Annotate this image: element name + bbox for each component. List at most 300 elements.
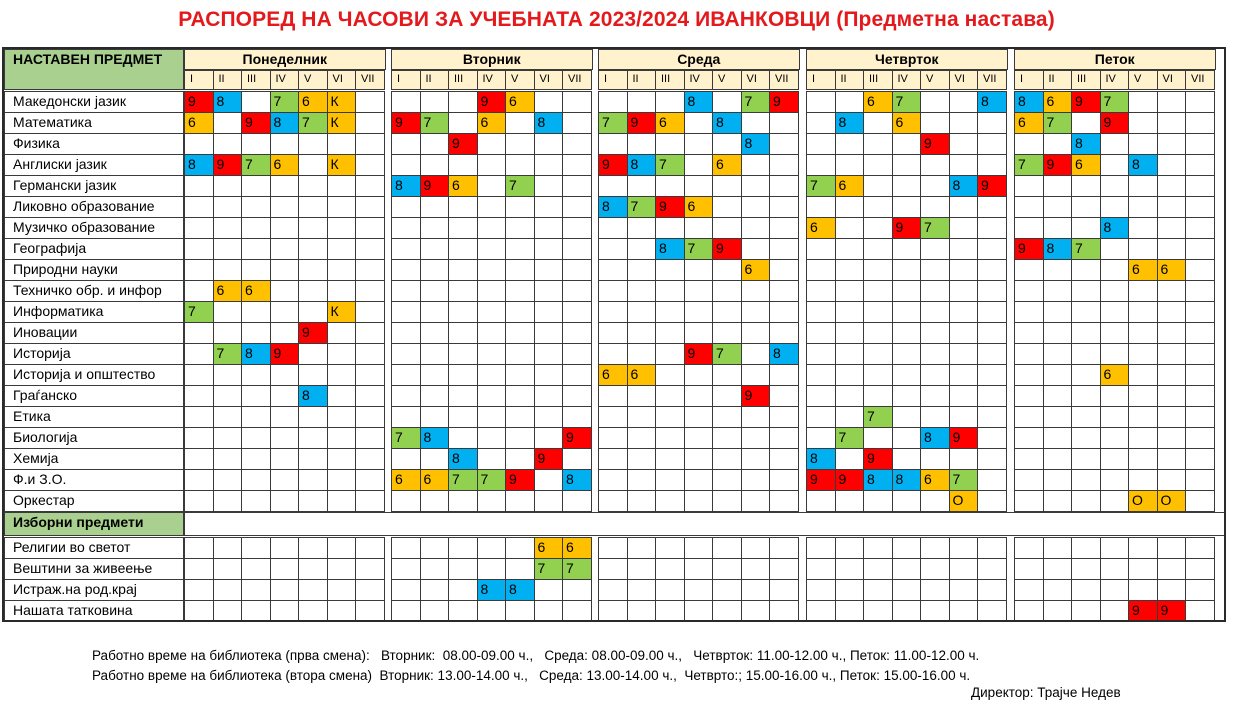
timetable-cell	[505, 322, 535, 344]
elective-cell	[477, 558, 507, 580]
timetable-cell	[562, 91, 592, 113]
timetable-cell: 8	[420, 427, 450, 449]
elective-cell	[598, 558, 628, 580]
timetable-cell	[1014, 385, 1044, 407]
timetable-cell	[1157, 364, 1187, 386]
timetable-cell	[448, 217, 478, 239]
elective-cell	[355, 579, 385, 601]
timetable-cell	[562, 238, 592, 260]
day-header: Среда	[598, 49, 800, 70]
timetable-cell	[1185, 196, 1215, 218]
elective-cell	[298, 558, 328, 580]
elective-cell	[270, 579, 300, 601]
timetable-cell: 7	[505, 175, 535, 197]
timetable-cell: 9	[184, 91, 214, 113]
timetable-cell	[213, 133, 243, 155]
timetable-cell	[1071, 343, 1101, 365]
timetable-cell	[327, 175, 357, 197]
elective-cell	[949, 600, 979, 622]
timetable-cell: 7	[1043, 112, 1073, 134]
elective-cell: 7	[562, 558, 592, 580]
elective-cell	[655, 558, 685, 580]
timetable-cell	[184, 385, 214, 407]
timetable-cell	[598, 133, 628, 155]
timetable-cell	[184, 448, 214, 470]
timetable-cell	[1185, 301, 1215, 323]
timetable-cell	[184, 343, 214, 365]
timetable-cell	[355, 301, 385, 323]
timetable-cell: 8	[534, 112, 564, 134]
timetable-cell	[977, 238, 1007, 260]
timetable-cell	[684, 406, 714, 428]
timetable-cell	[477, 448, 507, 470]
timetable-cell: 9	[977, 175, 1007, 197]
elective-cell	[505, 537, 535, 559]
timetable-cell: 6	[712, 154, 742, 176]
timetable-cell	[534, 133, 564, 155]
elective-cell	[241, 600, 271, 622]
timetable-cell	[477, 301, 507, 323]
timetable-cell: 7	[270, 91, 300, 113]
timetable-cell	[949, 385, 979, 407]
timetable-cell	[562, 322, 592, 344]
timetable-cell	[270, 406, 300, 428]
timetable-cell: К	[327, 91, 357, 113]
elective-cell	[627, 537, 657, 559]
timetable-cell	[835, 196, 865, 218]
timetable-cell: 8	[298, 385, 328, 407]
timetable-cell	[355, 91, 385, 113]
timetable-cell: 9	[241, 112, 271, 134]
timetable-cell	[1100, 490, 1130, 512]
elective-cell: 8	[505, 579, 535, 601]
timetable-cell	[213, 259, 243, 281]
subject-name: Математика	[4, 112, 184, 134]
timetable-cell: 9	[949, 427, 979, 449]
elective-cell	[505, 558, 535, 580]
period-header: IV	[684, 70, 714, 90]
timetable-cell	[684, 385, 714, 407]
timetable-cell	[270, 133, 300, 155]
timetable-cell	[1157, 343, 1187, 365]
timetable-cell: 9	[391, 112, 421, 134]
timetable-cell	[298, 259, 328, 281]
elective-cell	[327, 579, 357, 601]
timetable-cell	[298, 427, 328, 449]
timetable-cell	[505, 364, 535, 386]
subject-name: Историја и општество	[4, 364, 184, 386]
timetable-cell: 7	[241, 154, 271, 176]
timetable-cell	[892, 280, 922, 302]
elective-cell	[448, 537, 478, 559]
timetable-cell: 8	[863, 469, 893, 491]
timetable-cell	[1157, 448, 1187, 470]
timetable-cell	[892, 490, 922, 512]
timetable-cell	[1185, 238, 1215, 260]
timetable-cell	[420, 154, 450, 176]
timetable-cell: 8	[949, 175, 979, 197]
timetable-cell: 7	[184, 301, 214, 323]
timetable-cell	[892, 364, 922, 386]
timetable-cell: 6	[627, 364, 657, 386]
timetable-cell	[598, 91, 628, 113]
elective-cell	[562, 579, 592, 601]
timetable-cell	[863, 112, 893, 134]
timetable-cell	[684, 490, 714, 512]
timetable-cell	[477, 322, 507, 344]
timetable-cell	[1100, 196, 1130, 218]
elective-cell	[863, 579, 893, 601]
timetable-cell	[420, 301, 450, 323]
timetable-cell: 9	[684, 343, 714, 365]
timetable-cell: 6	[920, 469, 950, 491]
timetable-cell	[655, 280, 685, 302]
timetable-cell: 8	[1071, 133, 1101, 155]
timetable-cell	[270, 427, 300, 449]
timetable-cell: 9	[505, 469, 535, 491]
timetable-cell	[270, 301, 300, 323]
timetable-cell	[355, 427, 385, 449]
timetable-cell	[835, 217, 865, 239]
timetable-cell	[977, 364, 1007, 386]
elective-cell	[835, 579, 865, 601]
timetable-cell	[562, 259, 592, 281]
elective-cell	[806, 537, 836, 559]
timetable-cell	[892, 175, 922, 197]
timetable-cell	[949, 448, 979, 470]
timetable-cell: 7	[655, 154, 685, 176]
elective-cell	[213, 537, 243, 559]
timetable-cell: 8	[835, 112, 865, 134]
timetable-cell	[977, 280, 1007, 302]
timetable-cell	[835, 490, 865, 512]
timetable-cell	[1043, 469, 1073, 491]
timetable-cell	[863, 196, 893, 218]
timetable-cell	[1014, 343, 1044, 365]
timetable-cell	[892, 406, 922, 428]
timetable-cell: 7	[892, 91, 922, 113]
timetable-cell	[184, 364, 214, 386]
timetable-cell: 7	[627, 196, 657, 218]
timetable-cell	[477, 343, 507, 365]
timetable-cell: 8	[769, 343, 799, 365]
timetable-cell: 8	[562, 469, 592, 491]
timetable-cell	[1043, 343, 1073, 365]
elective-cell	[1014, 558, 1044, 580]
timetable-cell	[1043, 385, 1073, 407]
timetable-cell	[391, 385, 421, 407]
timetable-cell	[920, 490, 950, 512]
timetable-cell	[977, 322, 1007, 344]
timetable-cell	[806, 490, 836, 512]
electives-header-blank	[184, 512, 1225, 536]
elective-cell	[213, 600, 243, 622]
timetable-cell	[920, 364, 950, 386]
subject-name: Етика	[4, 406, 184, 428]
timetable-cell	[920, 259, 950, 281]
timetable-cell: 7	[1014, 154, 1044, 176]
timetable-cell	[627, 238, 657, 260]
timetable-cell	[835, 301, 865, 323]
timetable-cell	[769, 238, 799, 260]
elective-cell	[505, 600, 535, 622]
timetable-cell	[505, 217, 535, 239]
timetable-cell	[241, 448, 271, 470]
timetable-cell	[806, 196, 836, 218]
elective-cell	[477, 537, 507, 559]
timetable-cell	[1071, 406, 1101, 428]
timetable-cell	[355, 343, 385, 365]
timetable-cell	[477, 280, 507, 302]
subject-name: Граѓанско	[4, 385, 184, 407]
timetable-cell: 7	[391, 427, 421, 449]
timetable-cell	[562, 196, 592, 218]
timetable-cell	[298, 217, 328, 239]
elective-cell	[712, 558, 742, 580]
timetable-cell	[505, 343, 535, 365]
timetable-cell	[835, 385, 865, 407]
timetable-cell	[769, 196, 799, 218]
timetable-cell	[598, 322, 628, 344]
timetable-cell	[892, 133, 922, 155]
timetable-cell	[741, 406, 771, 428]
period-header: IV	[1100, 70, 1130, 90]
elective-cell: 9	[1157, 600, 1187, 622]
timetable-cell	[420, 259, 450, 281]
timetable-cell	[241, 175, 271, 197]
timetable-cell	[1100, 238, 1130, 260]
timetable-cell	[184, 175, 214, 197]
timetable-cell	[741, 196, 771, 218]
timetable-cell: 9	[1043, 154, 1073, 176]
timetable-cell	[598, 301, 628, 323]
timetable-cell	[448, 322, 478, 344]
timetable-cell	[892, 343, 922, 365]
timetable-cell	[741, 343, 771, 365]
timetable-cell	[806, 427, 836, 449]
timetable-cell	[505, 385, 535, 407]
timetable-cell	[712, 469, 742, 491]
timetable-cell: 6	[835, 175, 865, 197]
elective-cell	[391, 537, 421, 559]
timetable-cell	[741, 427, 771, 449]
timetable-cell	[213, 385, 243, 407]
timetable-cell	[184, 490, 214, 512]
subject-name: Англиски јазик	[4, 154, 184, 176]
timetable-cell	[977, 301, 1007, 323]
timetable-cell	[355, 448, 385, 470]
timetable-cell	[270, 217, 300, 239]
timetable-cell	[562, 112, 592, 134]
timetable-cell	[448, 112, 478, 134]
timetable-cell	[655, 406, 685, 428]
elective-cell	[741, 579, 771, 601]
subject-name: Техничко обр. и инфор	[4, 280, 184, 302]
timetable-cell	[949, 364, 979, 386]
timetable-cell	[1071, 280, 1101, 302]
timetable-cell	[863, 385, 893, 407]
timetable-cell	[1043, 301, 1073, 323]
timetable-cell	[327, 217, 357, 239]
subject-name: Историја	[4, 343, 184, 365]
timetable-cell	[562, 217, 592, 239]
timetable-cell	[1185, 259, 1215, 281]
timetable-cell	[505, 133, 535, 155]
timetable-cell	[769, 364, 799, 386]
timetable-cell	[1100, 301, 1130, 323]
elective-cell	[448, 558, 478, 580]
timetable-cell	[391, 196, 421, 218]
timetable-cell	[355, 112, 385, 134]
timetable-cell: К	[327, 301, 357, 323]
elective-cell: 6	[534, 537, 564, 559]
library-hours-line-1: Работно време на библиотека (прва смена): Вторник: 08.00-09.00 ч., Среда: 08.00-09.00 ч., Четврток: 11.00-12.00 ч., Петок: 11.00-12.00 ч.	[92, 648, 980, 663]
timetable-cell: О	[1128, 490, 1158, 512]
period-header: VI	[741, 70, 771, 90]
timetable-cell: 6	[420, 469, 450, 491]
elective-cell	[949, 537, 979, 559]
timetable-cell: 9	[769, 91, 799, 113]
timetable-cell	[920, 238, 950, 260]
timetable-cell	[355, 280, 385, 302]
electives-header: Изборни предмети	[4, 512, 184, 536]
period-header: I	[598, 70, 628, 90]
timetable-cell	[241, 133, 271, 155]
timetable-cell	[420, 238, 450, 260]
timetable-cell	[1071, 364, 1101, 386]
timetable-cell: 8	[213, 91, 243, 113]
timetable-cell	[213, 238, 243, 260]
elective-cell	[355, 558, 385, 580]
timetable-cell	[505, 112, 535, 134]
subject-name: Информатика	[4, 301, 184, 323]
timetable-cell	[684, 280, 714, 302]
timetable-cell: 9	[477, 91, 507, 113]
timetable-cell	[835, 364, 865, 386]
subject-name: Македонски јазик	[4, 91, 184, 113]
timetable-cell	[355, 217, 385, 239]
library-hours	[92, 646, 979, 686]
timetable-cell	[741, 322, 771, 344]
timetable-cell	[562, 385, 592, 407]
timetable-cell	[241, 301, 271, 323]
timetable-cell	[892, 322, 922, 344]
timetable-cell: 9	[562, 427, 592, 449]
elective-cell	[391, 558, 421, 580]
timetable-cell	[977, 112, 1007, 134]
timetable-cell	[298, 238, 328, 260]
timetable-cell	[684, 217, 714, 239]
timetable-cell	[1185, 280, 1215, 302]
timetable-cell	[184, 259, 214, 281]
timetable-cell	[712, 385, 742, 407]
elective-cell	[684, 558, 714, 580]
timetable-cell	[1014, 301, 1044, 323]
timetable-cell: 8	[806, 448, 836, 470]
timetable-cell	[505, 406, 535, 428]
timetable-cell	[534, 238, 564, 260]
timetable-cell	[448, 385, 478, 407]
timetable-cell	[712, 406, 742, 428]
elective-cell	[213, 558, 243, 580]
period-header: III	[1071, 70, 1101, 90]
elective-cell	[1043, 558, 1073, 580]
elective-cell	[391, 600, 421, 622]
period-header: II	[213, 70, 243, 90]
timetable-cell	[712, 175, 742, 197]
timetable-cell	[420, 490, 450, 512]
timetable-cell	[448, 364, 478, 386]
timetable-cell: 6	[1157, 259, 1187, 281]
timetable-cell	[391, 154, 421, 176]
timetable-cell	[534, 91, 564, 113]
timetable-cell	[949, 406, 979, 428]
timetable-cell	[769, 406, 799, 428]
timetable-cell	[355, 364, 385, 386]
timetable-cell: 9	[655, 196, 685, 218]
timetable-cell	[977, 490, 1007, 512]
elective-cell	[1185, 579, 1215, 601]
timetable-cell	[213, 196, 243, 218]
timetable-cell	[1128, 238, 1158, 260]
timetable-cell	[505, 280, 535, 302]
timetable-cell	[213, 427, 243, 449]
timetable-cell	[1014, 322, 1044, 344]
timetable-cell	[863, 343, 893, 365]
timetable-cell	[806, 259, 836, 281]
page-title: РАСПОРЕД НА ЧАСОВИ ЗА УЧЕБНАТА 2023/2024 ИВАНКОВЦИ (Предметна настава)	[178, 8, 1055, 31]
timetable-cell	[1071, 322, 1101, 344]
elective-cell	[1157, 558, 1187, 580]
timetable-cell	[835, 322, 865, 344]
elective-cell	[298, 537, 328, 559]
timetable-cell	[213, 364, 243, 386]
elective-cell	[835, 558, 865, 580]
period-header: VII	[355, 70, 385, 90]
timetable-cell	[655, 91, 685, 113]
period-header: VII	[562, 70, 592, 90]
timetable-cell	[741, 490, 771, 512]
timetable-cell	[213, 406, 243, 428]
timetable-cell	[213, 469, 243, 491]
timetable-cell	[1071, 217, 1101, 239]
timetable-cell: 9	[213, 154, 243, 176]
elective-cell	[920, 558, 950, 580]
timetable-cell	[270, 469, 300, 491]
timetable-cell	[298, 175, 328, 197]
timetable-cell	[327, 385, 357, 407]
timetable-cell	[741, 280, 771, 302]
elective-cell	[627, 558, 657, 580]
subject-name: Музичко образование	[4, 217, 184, 239]
timetable-cell	[505, 259, 535, 281]
timetable-cell	[1128, 322, 1158, 344]
timetable-cell	[213, 490, 243, 512]
timetable-cell	[920, 448, 950, 470]
timetable-cell	[627, 448, 657, 470]
subject-column-header: НАСТАВЕН ПРЕДМЕТ	[4, 49, 184, 90]
timetable-cell: 6	[684, 196, 714, 218]
timetable-cell	[835, 343, 865, 365]
timetable-cell	[769, 427, 799, 449]
timetable-cell	[1157, 133, 1187, 155]
period-header: V	[712, 70, 742, 90]
timetable-cell: 9	[298, 322, 328, 344]
subject-name: Физика	[4, 133, 184, 155]
timetable-cell	[298, 196, 328, 218]
elective-cell	[213, 579, 243, 601]
timetable-cell	[684, 448, 714, 470]
